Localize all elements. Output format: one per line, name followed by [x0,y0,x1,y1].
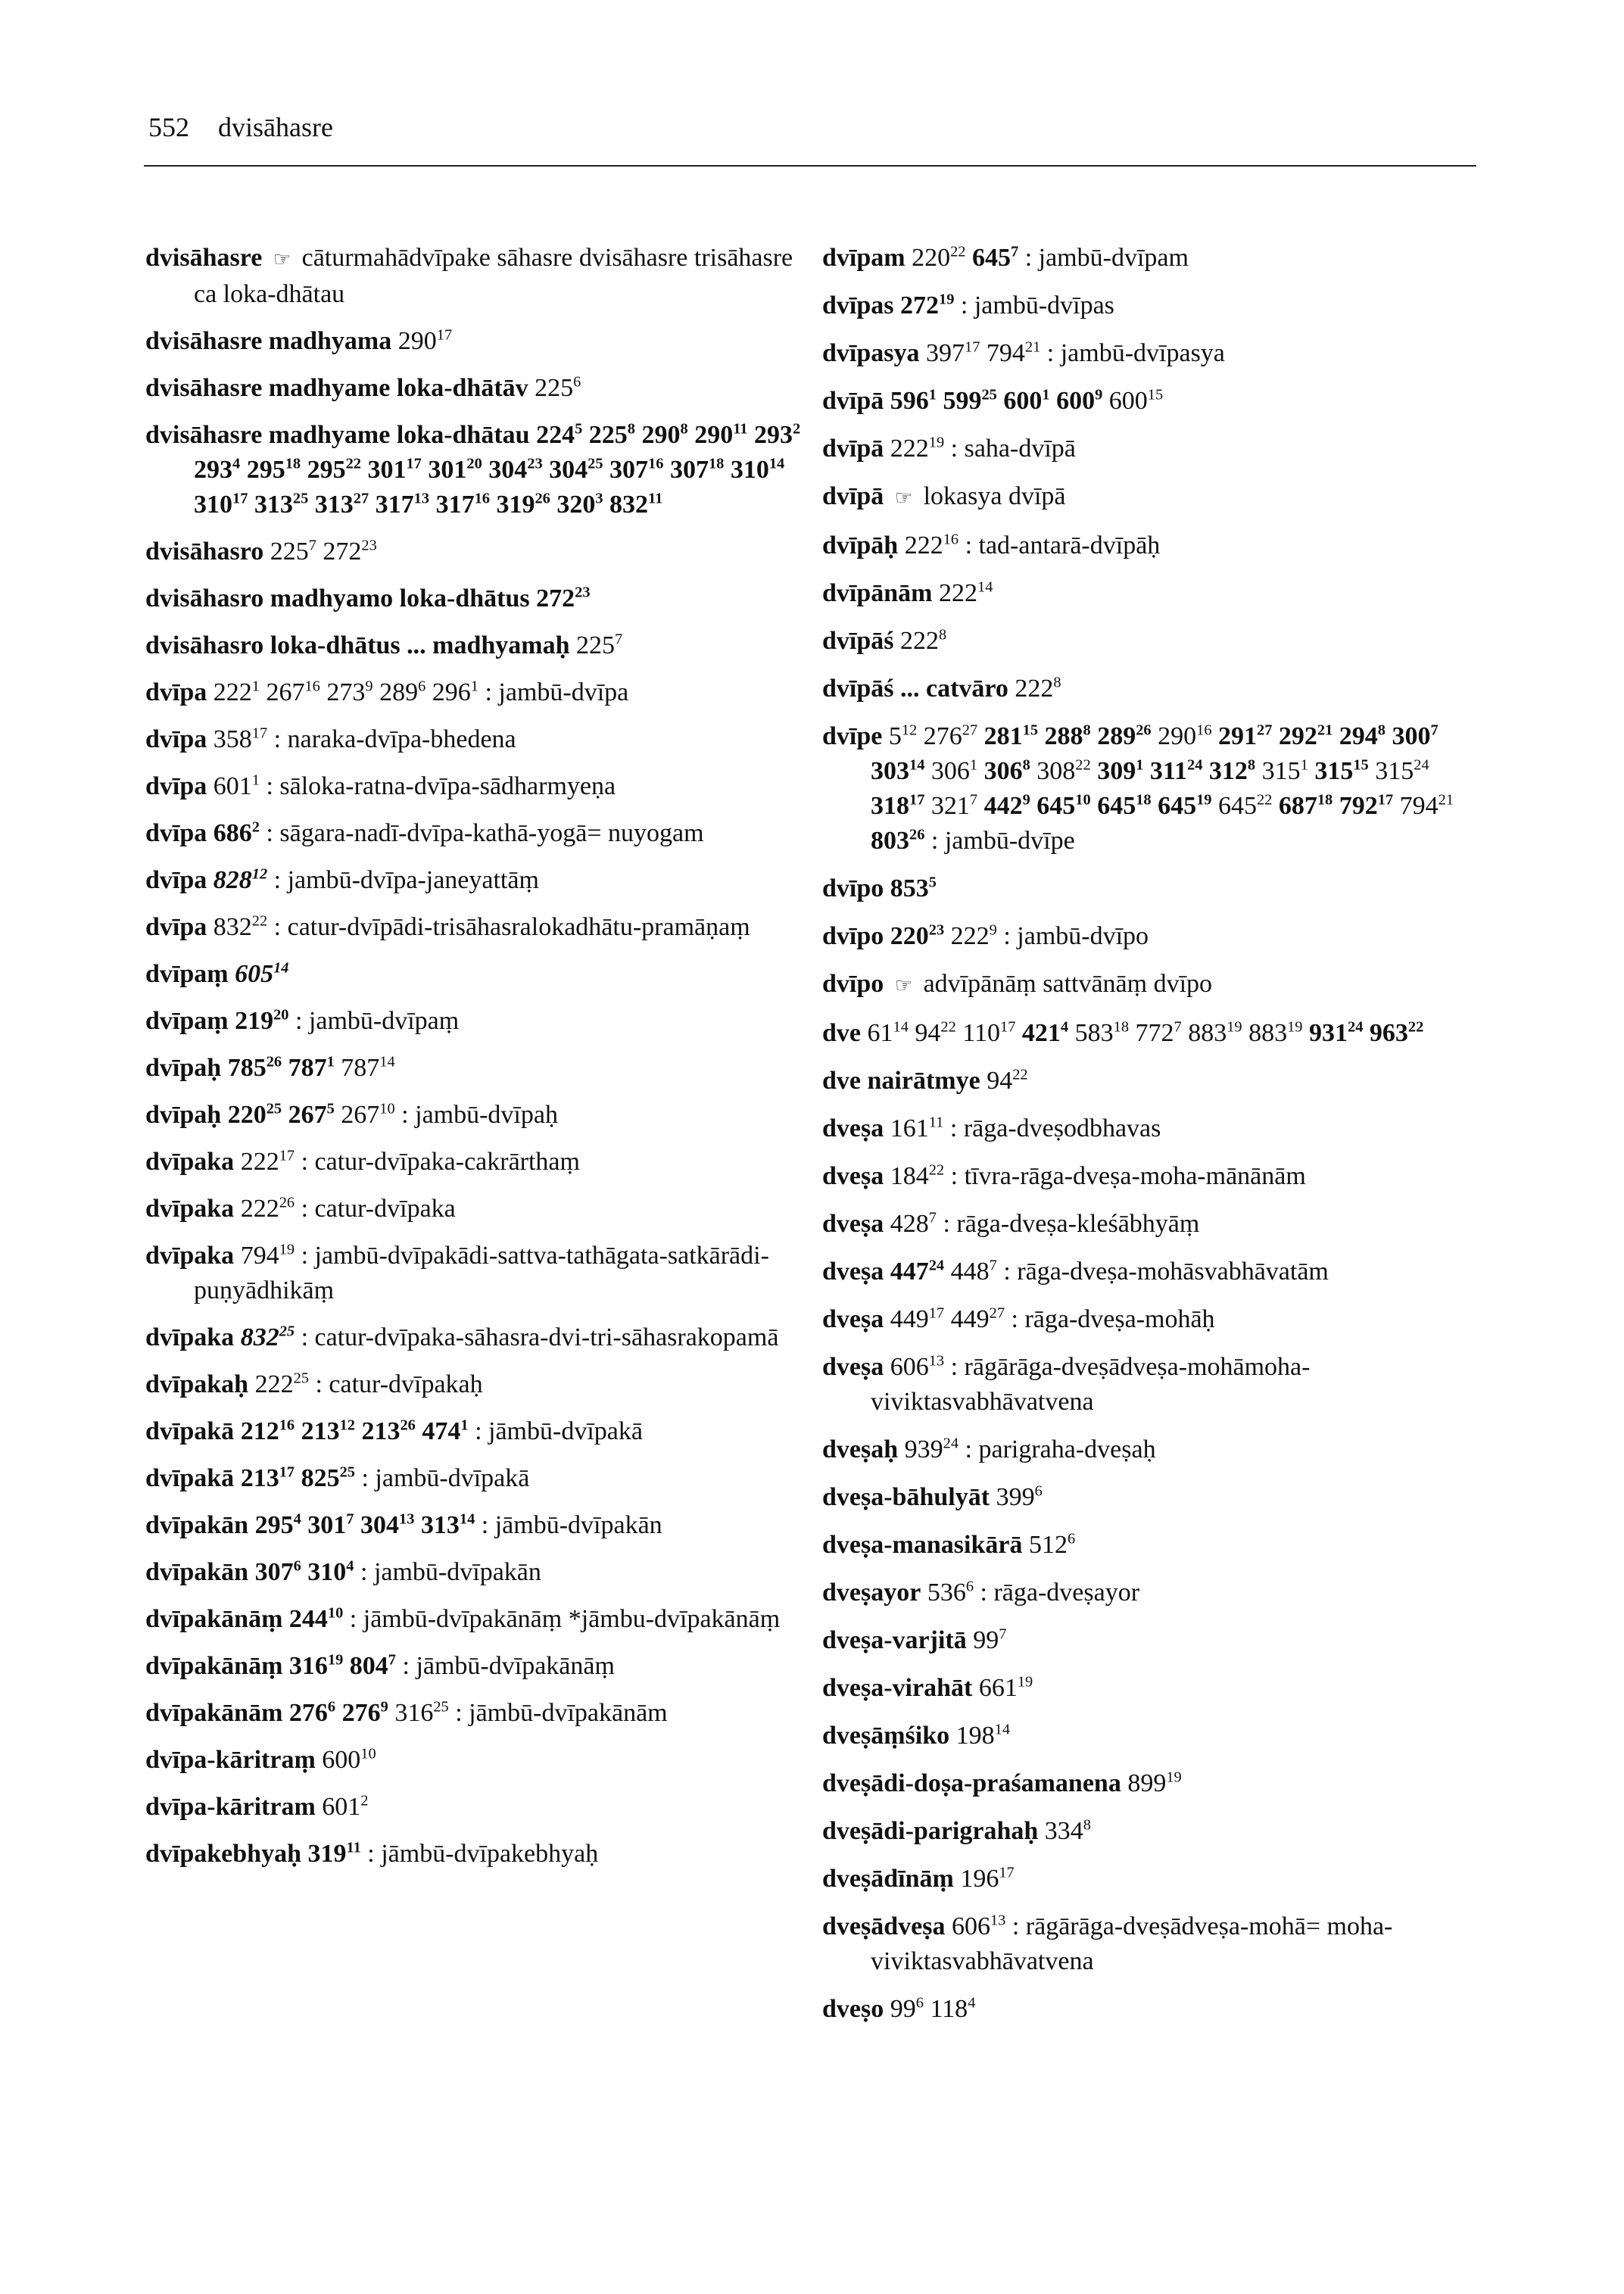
entry-headword: dvisāhasro [145,538,264,566]
index-entry [822,624,1488,659]
entry-references: $307^6$ $310^4$ [254,1557,354,1586]
entry-headword: dvīpaṃ [145,960,229,988]
header-rule [144,165,1476,167]
entry-headword: dveṣa-manasikārā [822,1531,1023,1559]
index-entry [145,1145,804,1180]
index-entry [145,1602,804,1637]
entry-references: $358^{17}$ [213,725,268,753]
entry-references: $222^{26}$ [240,1194,295,1223]
index-entry [145,1555,804,1590]
entry-gloss: : jambū-dvīpo [1003,922,1149,950]
entry-headword: dvīpasya [822,339,920,367]
pointing-hand-icon: ☞ [894,974,913,997]
index-entry [822,1350,1488,1420]
entry-gloss: : rāgārāga-dveṣādveṣa-mohā= moha-viviktasvabhāvatvena [871,1912,1393,1975]
entry-references: $222^8$ [1015,674,1061,703]
entry-headword: dveṣādi-parigrahaḥ [822,1817,1039,1845]
entry-headword: dvisāhasro madhyamo loka-dhātus [145,584,530,612]
entry-references: $224^5$ $225^8$ $290^8$ $290^{11}$ $293^2$ $293^4$ $295^{18}$ $295^{22}$ $301^{17}$ $301^{20}$ $304^{23}$ $304^{25}$ $307^{16}$ $307^{18}$ $310^{14}$ $310^{17}$ $313^{25}$ $313^{27}$ $317^{13}$ $317^{16}$ $319^{26}$ $320^3$ $832^{11}$ [194,420,801,519]
index-entry [145,324,804,359]
index-entry [822,967,1488,1003]
index-entry [822,672,1488,706]
entry-headword: dvīpā [822,387,884,415]
entry-references: $606^{13}$ [951,1912,1006,1940]
index-column-left [145,241,804,1884]
entry-references: $222^{25}$ [254,1370,309,1398]
entry-references: $316^{19}$ $804^7$ [288,1651,396,1680]
entry-headword: dvīpaḥ [145,1054,222,1082]
entry-references: $334^8$ [1044,1816,1091,1845]
entry-headword: dvīpānām [822,579,933,607]
index-entry [145,1837,804,1872]
entry-headword: dvīpakā [145,1464,235,1492]
entry-references: $290^{17}$ [397,326,453,355]
entry-references: $198^{14}$ [955,1721,1011,1750]
index-entry [822,1480,1488,1515]
entry-headword: dvīpakā [145,1417,235,1445]
index-entry [822,241,1488,276]
index-entry [145,863,804,898]
index-entry [822,479,1488,516]
entry-references: $272^{19}$ [900,291,955,319]
entry-gloss: : jambū-dvīpakādi-sattva-tathāgata-satkārādi-puṇyādhikāṃ [194,1242,769,1304]
index-entry [822,432,1488,466]
entry-headword: dvīpa [145,913,207,941]
entry-references: $244^{10}$ [288,1604,344,1633]
index-entry [145,675,804,710]
entry-headword: dveṣa [822,1114,884,1142]
entry-headword: dveṣa-bāhulyāt [822,1483,990,1511]
entry-references: $272^{23}$ [536,584,591,612]
running-header [148,112,333,142]
entry-references: $225^7$ $272^{23}$ [270,537,377,566]
entry-gloss: lokasya dvīpā [923,482,1066,510]
entry-gloss: : catur-dvīpaka-cakrārthaṃ [301,1148,580,1176]
index-entry [145,1004,804,1039]
index-entry [822,1207,1488,1242]
entry-headword: dvīpakānāṃ [145,1605,283,1633]
index-entry [822,871,1488,906]
entry-gloss: : catur-dvīpakaḥ [315,1370,483,1398]
index-entry [145,1320,804,1355]
entry-headword: dvīpakān [145,1511,249,1539]
index-entry [822,1064,1488,1099]
entry-gloss: : jambū-dvīpam [1024,244,1189,272]
entry-references: $661^{19}$ [978,1673,1033,1702]
entry-gloss: : naraka-dvīpa-bhedena [273,725,516,753]
entry-headword: dvīpe [822,722,883,750]
entry-references: $606^{13}$ [890,1352,945,1381]
entry-references: $853^5$ [890,874,937,902]
entry-gloss: : jambū-dvīpa-janeyattāṃ [273,866,539,894]
running-head: dvisāhasre [218,112,333,142]
entry-gloss: : jāmbū-dvīpakānāṃ [402,1652,615,1680]
entry-references: $319^{11}$ [307,1839,361,1868]
entry-references: $686^2$ [213,818,260,847]
entry-gloss: : jambū-dvīpaḥ [401,1101,558,1129]
page-number: 552 [148,112,189,142]
entry-references: $512^6$ [1028,1530,1076,1559]
entry-headword: dvīpakebhyaḥ [145,1840,301,1868]
entry-gloss: : rāgārāga-dveṣādveṣa-mohāmoha-viviktasvabhāvatvena [871,1353,1311,1416]
entry-references: $220^{25}$ $267^5$ $267^{10}$ [227,1100,395,1129]
index-entry [822,1016,1488,1051]
entry-references: $399^6$ [996,1482,1043,1511]
entry-headword: dvīpo [822,874,884,902]
entry-references: $832^{22}$ [213,912,268,941]
index-entry [145,1743,804,1778]
entry-references: $220^{22}$ $645^7$ [912,243,1019,272]
index-entry [145,910,804,945]
index-entry [145,628,804,663]
entry-references: $447^{24}$ $448^7$ [890,1257,997,1286]
index-column-right [822,241,1488,2040]
entry-references: $61^{14}$ $94^{22}$ $110^{17}$ $421^4$ $583^{18}$ $772^7$ $883^{19}$ $883^{19}$ $931^{24}$ $963^{22}$ [867,1018,1424,1047]
entry-headword: dvīpaka [145,1242,235,1270]
entry-headword: dveṣādi-doṣa-praśamanena [822,1769,1121,1797]
index-entry [822,1432,1488,1467]
entry-headword: dveṣo [822,1995,884,2023]
entry-headword: dveṣādīnāṃ [822,1865,954,1893]
entry-gloss: : jāmbū-dvīpakānām [455,1699,668,1727]
index-entry [822,1528,1488,1563]
entry-references: $99^7$ [973,1625,1007,1654]
entry-headword: dvīpaka [145,1323,235,1351]
pointing-hand-icon: ☞ [894,487,913,510]
entry-headword: dveṣa [822,1353,884,1381]
entry-headword: dvīpaka [145,1195,235,1223]
entry-references: $225^7$ [576,631,623,659]
entry-headword: dvīpa [145,772,207,800]
index-entry [822,1302,1488,1337]
entry-references: $449^{17}$ $449^{27}$ [890,1304,1005,1333]
index-entry [145,241,804,312]
entry-references: $219^{20}$ [235,1006,289,1035]
entry-references: $828^{12}$ [213,865,268,894]
index-entry [145,1696,804,1731]
entry-headword: dvīpakān [145,1558,249,1586]
index-entry [822,1909,1488,1979]
entry-headword: dvīpa [145,725,207,753]
entry-headword: dvīpaka [145,1148,235,1176]
entry-gloss: : jāmbū-dvīpakā [475,1417,643,1445]
index-entry [145,1239,804,1308]
entry-headword: dvīpakānāṃ [145,1652,283,1680]
entry-references: $94^{22}$ [987,1066,1028,1095]
entry-headword: dvīpo [822,922,884,950]
entry-headword: dveṣa [822,1162,884,1190]
entry-references: $225^6$ [535,373,581,402]
index-entry [822,1623,1488,1658]
entry-headword: dvīpa [145,819,207,847]
entry-references: $601^1$ [213,771,260,800]
entry-headword: dveṣa [822,1258,884,1286]
entry-gloss: : jambū-dvīpakā [361,1464,530,1492]
entry-headword: dveṣāṃśiko [822,1722,950,1750]
entry-references: $397^{17}$ $794^{21}$ [926,338,1041,367]
entry-headword: dveṣa-virahāt [822,1674,973,1702]
entry-references: $222^8$ [900,626,947,655]
entry-references: $222^{19}$ [890,434,945,463]
index-entry [822,1814,1488,1849]
entry-gloss: advīpānāṃ sattvānāṃ dvīpo [923,970,1213,998]
entry-references: $161^{11}$ [890,1114,944,1142]
entry-gloss: : saha-dvīpā [950,435,1076,463]
entry-gloss: : rāga-dveṣodbhavas [949,1114,1161,1142]
entry-gloss: : jāmbū-dvīpakebhyaḥ [367,1840,599,1868]
entry-gloss: : catur-dvīpaka [301,1195,456,1223]
entry-headword: dvīpāś ... catvāro [822,675,1008,703]
index-entry [822,1766,1488,1801]
index-entry [822,1992,1488,2027]
index-entry [145,1051,804,1086]
index-entry [822,1255,1488,1289]
entry-headword: dvīpakaḥ [145,1370,249,1398]
entry-headword: dvīpa-kāritraṃ [145,1746,316,1774]
entry-headword: dvisāhasre madhyame loka-dhātau [145,421,530,449]
index-entry [145,1790,804,1825]
entry-gloss: cāturmahādvīpake sāhasre dvisāhasre trisāhasre ca loka-dhātau [194,244,793,308]
index-entry [145,1461,804,1496]
entry-headword: dvisāhasre [145,244,263,272]
entry-gloss: : jambū-dvīpaṃ [295,1007,460,1035]
entry-references: $605^{14}$ [235,959,289,988]
entry-references: $832^{25}$ [240,1323,295,1351]
index-entry [145,418,804,522]
entry-references: $601^2$ [322,1792,369,1821]
index-entry [822,1719,1488,1753]
index-entry [822,919,1488,954]
entry-headword: dvīpāḥ [822,531,899,559]
index-entry [822,336,1488,371]
entry-gloss: : tīvra-rāga-dveṣa-moha-mānānām [950,1162,1306,1190]
entry-gloss: : tad-antarā-dvīpāḥ [965,531,1161,559]
entry-headword: dveṣaḥ [822,1435,899,1463]
entry-gloss: : jambū-dvīpas [960,291,1114,319]
entry-references: $939^{24}$ [904,1435,959,1463]
entry-headword: dvīpaḥ [145,1101,222,1129]
entry-references: $785^{26}$ $787^1$ $787^{14}$ [227,1053,395,1082]
entry-headword: dvīpa [145,866,207,894]
entry-gloss: : rāga-dveṣa-kleśābhyāṃ [943,1210,1200,1238]
index-entry [145,1649,804,1684]
index-entry [822,1159,1488,1194]
index-entry [822,384,1488,419]
entry-references: $428^7$ [890,1209,937,1238]
pointing-hand-icon: ☞ [273,248,291,271]
entry-references: $794^{19}$ [240,1241,295,1270]
entry-references: $220^{23}$ $222^9$ [890,921,997,950]
entry-gloss: : catur-dvīpaka-sāhasra-dvi-tri-sāhasrakopamā [301,1323,779,1351]
entry-gloss: : rāga-dveṣa-mohāsvabhāvatām [1003,1258,1329,1286]
entry-headword: dveṣādveṣa [822,1912,946,1940]
entry-gloss: : jambū-dvīpakān [360,1558,541,1586]
index-entry [822,719,1488,859]
entry-headword: dvisāhasre madhyame loka-dhātāv [145,374,528,402]
entry-headword: dvisāhasre madhyama [145,327,392,355]
entry-headword: dvīpāś [822,627,894,655]
entry-headword: dvisāhasro loka-dhātus ... madhyamaḥ [145,631,570,659]
index-entry [145,722,804,757]
entry-gloss: : rāga-dveṣayor [980,1579,1140,1607]
index-entry [145,957,804,992]
index-entry [145,371,804,406]
entry-headword: dvīpā [822,482,884,510]
entry-references: $222^{14}$ [939,578,993,607]
entry-headword: dve nairātmye [822,1067,980,1095]
entry-gloss: : parigraha-dveṣaḥ [965,1435,1156,1463]
index-entry [145,1192,804,1226]
index-entry [822,576,1488,611]
index-entry [145,581,804,616]
entry-references: $5^{12}$ $276^{27}$ $281^{15}$ $288^8$ $289^{26}$ $290^{16}$ $291^{27}$ $292^{21}$ $294^8$ $300^7$ $303^{14}$ $306^1$ $306^8$ $308^{22}$ $309^1$ $311^{24}$ $312^8$ $315^1$ $315^{15}$ $315^{24}$ $318^{17}$ $321^7$ $442^9$ $645^{10}$ $645^{18}$ $645^{19}$ $645^{22}$ $687^{18}$ $792^{17}$ $794^{21}$ $803^{26}$ [871,722,1454,855]
index-entry [822,1576,1488,1610]
entry-gloss: : jambū-dvīpa [485,678,629,706]
index-entry [145,1098,804,1133]
index-entry [822,288,1488,323]
entry-references: $600^{10}$ [322,1745,376,1774]
entry-headword: dveṣa-varjitā [822,1626,967,1654]
entry-headword: dvīpam [822,244,906,272]
entry-headword: dvīpakānām [145,1699,283,1727]
entry-headword: dvīpa [145,678,207,706]
entry-references: $295^4$ $301^7$ $304^{13}$ $313^{14}$ [254,1510,475,1539]
index-entry [145,1367,804,1402]
entry-headword: dveṣa [822,1210,884,1238]
index-entry [145,1414,804,1449]
entry-gloss: : rāga-dveṣa-mohāḥ [1011,1305,1215,1333]
index-entry [145,1508,804,1543]
index-entry [145,535,804,569]
entry-headword: dvīpo [822,970,884,998]
entry-references: $899^{19}$ [1127,1769,1182,1797]
index-entry [822,1671,1488,1706]
entry-references: $184^{22}$ [890,1161,945,1190]
entry-headword: dvīpas [822,291,894,319]
entry-headword: dveṣayor [822,1579,921,1607]
index-entry [822,1111,1488,1146]
entry-references: $536^6$ [927,1578,974,1607]
entry-headword: dveṣa [822,1305,884,1333]
entry-headword: dve [822,1019,861,1047]
entry-references: $222^{17}$ [240,1147,295,1176]
index-entry [145,769,804,804]
entry-gloss: : sāgara-nadī-dvīpa-kathā-yogā= nuyogam [266,819,704,847]
entry-references: $99^6$ $118^4$ [890,1994,976,2023]
entry-gloss: : jāmbū-dvīpakān [481,1511,662,1539]
index-entry [822,1862,1488,1897]
entry-references: $212^{16}$ $213^{12}$ $213^{26}$ $474^1$ [240,1417,469,1445]
entry-references: $222^{16}$ [904,531,959,559]
entry-gloss: : catur-dvīpādi-trisāhasralokadhātu-pramāṇaṃ [273,913,750,941]
index-entry [145,816,804,851]
entry-references: $222^1$ $267^{16}$ $273^9$ $289^6$ $296^1$ [213,678,478,706]
entry-references: $213^{17}$ $825^{25}$ [240,1463,355,1492]
entry-gloss: : jāmbū-dvīpakānāṃ *jāmbu-dvīpakānāṃ [349,1605,781,1633]
index-entry [822,528,1488,563]
entry-references: $596^1$ $599^{25}$ $600^1$ $600^9$ $600^{15}$ [890,386,1164,415]
entry-headword: dvīpā [822,435,884,463]
entry-gloss: : sāloka-ratna-dvīpa-sādharmyeṇa [266,772,616,800]
entry-gloss: : jambū-dvīpasya [1046,339,1225,367]
entry-references: $196^{17}$ [960,1864,1015,1893]
entry-headword: dvīpa-kāritram [145,1793,316,1821]
entry-references: $276^6$ $276^9$ $316^{25}$ [288,1698,449,1727]
entry-headword: dvīpaṃ [145,1007,229,1035]
entry-gloss: : jambū-dvīpe [930,827,1075,855]
